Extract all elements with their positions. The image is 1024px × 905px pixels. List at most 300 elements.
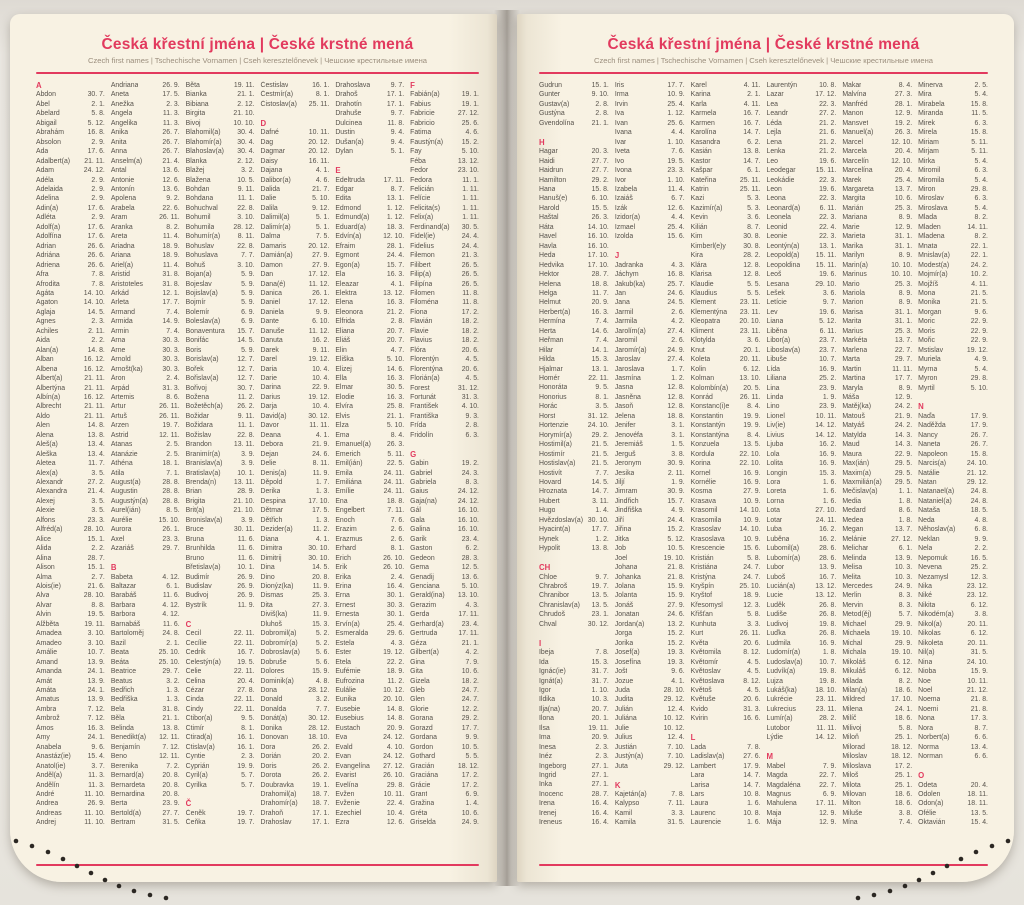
- name-day-date: 6. 6.: [974, 753, 988, 761]
- name-day-date: 15. 3.: [312, 620, 330, 628]
- name-day-date: 20. 7.: [386, 327, 405, 335]
- name-day-date: 10. 4.: [312, 375, 330, 383]
- first-name: Lambert: [690, 762, 716, 770]
- first-name: Krasomila: [690, 516, 722, 524]
- name-day-entry: [842, 497, 912, 506]
- name-day-entry: [842, 128, 912, 137]
- name-day-date: 19. 11.: [233, 82, 255, 89]
- first-name: Barnabáš: [110, 620, 141, 628]
- name-day-entry: [918, 166, 988, 175]
- first-name: Berta: [110, 800, 128, 808]
- first-name: Marcel: [842, 138, 863, 146]
- name-day-date: 26. 6.: [87, 252, 105, 260]
- name-day-date: 15. 7.: [386, 261, 405, 269]
- first-name: Erazim: [335, 526, 357, 534]
- name-day-date: 8. 7.: [747, 223, 761, 231]
- first-name: Leon: [766, 185, 782, 193]
- name-day-date: 15. 11.: [815, 252, 837, 260]
- name-day-date: 22. 9.: [970, 327, 988, 335]
- first-name: Benedikt(a): [110, 734, 147, 742]
- name-day-date: 2. 8.: [390, 318, 405, 326]
- first-name: Aleš(a): [36, 441, 58, 449]
- first-name: Lukrécie: [766, 696, 793, 704]
- name-day-entry: [186, 81, 255, 90]
- name-day-date: 17. 6.: [87, 148, 105, 156]
- first-name: Gordana: [410, 734, 437, 742]
- name-day-date: 17. 1.: [386, 91, 405, 99]
- name-day-date: 15. 6.: [667, 233, 685, 241]
- name-day-date: 14. 1.: [591, 346, 609, 354]
- name-column: [539, 81, 609, 828]
- first-name: Leopold(a): [766, 252, 800, 260]
- name-day-date: 13. 6.: [162, 167, 180, 175]
- first-name: Ivor: [614, 176, 627, 184]
- name-day-entry: [36, 242, 105, 251]
- name-day-entry: [691, 138, 761, 147]
- name-day-entry: [691, 818, 761, 827]
- name-day-entry: [842, 384, 912, 393]
- first-name: Běta: [185, 82, 200, 89]
- first-name: Arnold: [110, 356, 131, 364]
- first-name: Áron: [110, 375, 126, 383]
- first-name: Elvis: [335, 412, 350, 420]
- first-name: Amát: [36, 677, 53, 685]
- first-name: Axel: [110, 535, 125, 543]
- name-day-entry: [260, 516, 329, 525]
- name-day-entry: [842, 516, 912, 525]
- name-day-entry: [260, 383, 329, 392]
- name-day-date: 20. 9.: [591, 734, 609, 742]
- first-name: Emílie: [335, 488, 355, 496]
- name-day-entry: [260, 809, 329, 818]
- name-day-date: 5. 5.: [465, 753, 479, 761]
- first-name: Mervin: [842, 601, 863, 609]
- name-day-date: 7. 8.: [595, 649, 609, 657]
- name-day-date: 17. 3.: [970, 715, 988, 723]
- letter-section-header: D: [260, 118, 267, 128]
- name-day-date: 31. 3.: [162, 384, 180, 392]
- first-name: Mirka: [918, 157, 935, 165]
- first-name: Filoména: [410, 299, 439, 307]
- name-day-date: 13. 1.: [591, 365, 609, 373]
- name-day-entry: [918, 525, 988, 534]
- name-day-entry: [111, 620, 180, 629]
- name-day-entry: [111, 242, 180, 251]
- name-day-date: 22. 8.: [237, 204, 255, 212]
- name-day-date: 23. 9.: [819, 403, 837, 411]
- name-day-entry: [186, 194, 255, 203]
- first-name: Kira: [690, 252, 703, 260]
- name-day-date: 16. 1.: [237, 734, 255, 742]
- name-day-entry: [186, 818, 255, 827]
- name-day-entry: [260, 393, 329, 402]
- name-day-entry: [260, 762, 329, 771]
- name-day-date: 7. 4.: [898, 819, 913, 827]
- first-name: Hynek: [539, 535, 559, 543]
- name-day-date: 21. 12.: [966, 686, 988, 694]
- name-day-entry: [111, 280, 180, 289]
- name-day-entry: [918, 138, 988, 147]
- first-name: Noema: [918, 696, 941, 704]
- name-day-entry: [260, 81, 329, 90]
- first-name: Marita: [842, 318, 862, 326]
- first-name: Homér: [539, 375, 560, 383]
- name-day-date: 12. 4.: [667, 734, 685, 742]
- name-day-date: 1. 12.: [386, 214, 405, 222]
- first-name: Mona: [918, 289, 936, 297]
- name-day-date: 5. 11.: [387, 450, 405, 458]
- first-name: Nancy: [918, 431, 938, 439]
- name-day-entry: [842, 591, 912, 600]
- name-day-date: 21. 5.: [591, 450, 609, 458]
- name-day-date: 22. 11.: [588, 375, 609, 383]
- name-day-entry: [918, 242, 988, 251]
- name-day-entry: [691, 157, 761, 166]
- name-day-entry: [842, 459, 912, 468]
- name-day-date: 26. 3.: [894, 129, 913, 137]
- name-day-date: 20. 9.: [591, 299, 609, 307]
- name-day-date: 15. 7.: [667, 497, 685, 505]
- name-day-entry: [691, 336, 761, 345]
- name-day-date: 30. 12.: [587, 620, 609, 628]
- name-day-entry: [539, 487, 609, 496]
- name-day-entry: [111, 109, 180, 118]
- name-day-date: 26. 5.: [461, 280, 479, 288]
- name-day-entry: [842, 620, 912, 629]
- name-day-entry: [111, 251, 180, 260]
- name-day-entry: [842, 289, 912, 298]
- name-day-date: 21. 8.: [970, 705, 988, 713]
- name-day-entry: [766, 554, 836, 563]
- name-day-entry: [36, 100, 105, 109]
- name-day-entry: [691, 809, 761, 818]
- name-day-entry: [842, 138, 912, 147]
- name-day-entry: [842, 393, 912, 402]
- name-day-entry: [918, 781, 988, 790]
- first-name: Gražina: [410, 800, 435, 808]
- name-day-date: 1. 11.: [462, 204, 479, 212]
- name-day-entry: [766, 440, 836, 449]
- first-name: Nora: [918, 724, 934, 732]
- name-day-entry: [335, 204, 404, 213]
- name-day-entry: [335, 506, 404, 515]
- name-day-date: 27. 2.: [87, 479, 105, 487]
- name-day-date: 2. 4.: [166, 375, 180, 383]
- name-day-date: 11. 11.: [816, 724, 837, 732]
- name-day-entry: [111, 81, 180, 90]
- first-name: Gál: [410, 507, 421, 515]
- name-day-entry: [36, 384, 105, 393]
- name-day-date: 19. 5.: [667, 157, 685, 165]
- first-name: Alan(a): [36, 346, 59, 354]
- name-day-entry: [691, 280, 761, 289]
- name-day-entry: [918, 421, 988, 430]
- name-day-entry: [111, 705, 180, 714]
- name-day-entry: [335, 355, 404, 364]
- first-name: Hilar: [539, 346, 554, 354]
- name-day-date: 16. 4.: [591, 809, 609, 817]
- name-day-date: 15. 7.: [237, 327, 255, 335]
- first-name: Ida: [539, 658, 549, 666]
- name-day-date: 8. 4.: [747, 403, 761, 411]
- name-day-entry: [260, 563, 329, 572]
- first-name: Celestýn(a): [185, 658, 221, 666]
- name-day-entry: [918, 119, 988, 128]
- name-day-entry: [766, 374, 836, 383]
- first-name: Mario: [842, 280, 860, 288]
- name-day-date: 16. 12.: [83, 365, 105, 373]
- name-day-entry: [918, 289, 988, 298]
- name-day-date: 30. 3.: [162, 346, 180, 354]
- name-column: [36, 81, 105, 828]
- name-day-date: 7. 11.: [387, 507, 405, 515]
- name-day-entry: [918, 639, 988, 648]
- first-name: Bedřiška: [110, 696, 138, 704]
- name-day-entry: [615, 610, 685, 619]
- first-name: Darius: [260, 393, 281, 401]
- name-day-date: 17. 6.: [87, 223, 105, 231]
- first-name: Liboslav(a): [766, 346, 801, 354]
- first-name: Denis(a): [260, 469, 287, 477]
- name-day-date: 28. 8.: [162, 479, 180, 487]
- name-day-date: 11. 6.: [237, 535, 255, 543]
- name-day-date: 19. 2.: [894, 119, 913, 127]
- name-day-date: 20. 6.: [461, 365, 479, 373]
- name-day-entry: [691, 450, 761, 459]
- name-day-date: 18. 1.: [162, 460, 180, 468]
- name-day-date: 27. 4.: [667, 327, 685, 335]
- name-day-date: 18. 6.: [894, 715, 913, 723]
- name-day-date: 9. 4.: [390, 129, 405, 137]
- name-day-entry: [918, 818, 988, 827]
- name-day-entry: [36, 790, 105, 799]
- name-day-date: 2. 3.: [595, 753, 609, 761]
- name-day-entry: [410, 374, 479, 383]
- name-day-date: 20. 3.: [591, 148, 609, 156]
- first-name: Milíč: [842, 715, 857, 723]
- name-day-date: 9. 11.: [312, 346, 330, 354]
- first-name: Bořivoj: [185, 384, 207, 392]
- name-day-date: 4. 1.: [390, 280, 405, 288]
- name-day-date: 3. 5.: [91, 469, 105, 477]
- name-day-date: 26. 11.: [159, 403, 180, 411]
- first-name: Edeltruda: [335, 176, 365, 184]
- name-day-entry: [186, 554, 255, 563]
- first-name: Kamil: [614, 809, 633, 817]
- name-day-date: 15. 9.: [667, 592, 685, 600]
- first-name: Bonaventura: [185, 327, 225, 335]
- name-day-entry: [539, 809, 609, 818]
- name-day-date: 19. 5.: [237, 658, 255, 666]
- name-day-date: 9. 6.: [671, 668, 685, 676]
- name-day-date: 18. 11.: [967, 800, 988, 808]
- name-day-date: 8. 12.: [743, 649, 761, 657]
- first-name: Damián(a): [260, 252, 293, 260]
- name-day-entry: [186, 450, 255, 459]
- first-name: Eufémie: [335, 668, 361, 676]
- name-day-date: 21. 4.: [162, 157, 180, 165]
- name-day-date: 30. 3.: [386, 601, 405, 609]
- first-name: Jarolím(a): [614, 327, 646, 335]
- name-day-date: 31. 1.: [894, 308, 913, 316]
- name-day-date: 10. 11.: [967, 677, 988, 685]
- first-name: Laura: [690, 800, 709, 808]
- name-day-date: 22. 9.: [970, 337, 988, 345]
- first-name: Ignác(ie): [539, 668, 566, 676]
- name-day-entry: [335, 365, 404, 374]
- name-day-entry: [539, 280, 609, 289]
- name-day-date: 29. 12.: [966, 479, 988, 487]
- name-day-date: 30. 12.: [308, 412, 330, 420]
- first-name: Miroslava: [918, 204, 948, 212]
- first-name: Dina: [260, 564, 275, 572]
- name-day-date: 13. 9.: [819, 564, 837, 572]
- name-day-date: 25. 3.: [312, 592, 330, 600]
- first-name: Karolína: [690, 129, 717, 137]
- first-name: Markéta: [842, 337, 868, 345]
- first-name: Chranislav(a): [539, 601, 580, 609]
- name-day-entry: [111, 270, 180, 279]
- name-day-date: 25. 3.: [894, 204, 913, 212]
- first-name: Arne: [110, 346, 126, 354]
- name-day-date: 4. 8.: [974, 516, 988, 524]
- first-name: Matouš: [842, 412, 865, 420]
- name-columns: [36, 81, 479, 828]
- name-day-entry: [918, 327, 988, 336]
- name-day-date: 13. 9.: [87, 677, 105, 685]
- first-name: Gita: [410, 668, 423, 676]
- name-day-date: 14. 8.: [386, 715, 405, 723]
- name-day-entry: [539, 270, 609, 279]
- name-day-date: 12. 8.: [743, 261, 761, 269]
- name-day-date: 1. 6.: [822, 497, 837, 505]
- name-day-entry: [410, 497, 479, 506]
- name-day-date: 29. 6.: [386, 630, 405, 638]
- name-day-date: 19. 9.: [743, 412, 761, 420]
- first-name: Jolana: [614, 583, 636, 590]
- name-day-entry: [410, 412, 479, 421]
- name-day-date: 17. 10.: [308, 497, 330, 505]
- name-day-date: 5. 12.: [667, 535, 685, 543]
- name-day-date: 10. 10.: [233, 119, 255, 127]
- name-day-entry: [335, 251, 404, 260]
- name-day-entry: [766, 563, 836, 572]
- name-day-date: 13. 7.: [894, 337, 913, 345]
- name-day-entry: [918, 298, 988, 307]
- first-name: Mariana: [842, 214, 868, 222]
- name-day-entry: [615, 714, 685, 723]
- first-name: Luba: [766, 526, 782, 534]
- first-name: Nezamysl: [918, 573, 949, 581]
- name-day-date: 1. 3.: [166, 696, 180, 704]
- name-day-entry: [766, 677, 836, 686]
- name-day-date: 31. 5.: [970, 649, 988, 657]
- first-name: Lazar: [766, 91, 784, 99]
- first-name: Dajana: [260, 167, 283, 175]
- name-day-date: 3. 3.: [671, 809, 685, 817]
- name-day-entry: [691, 384, 761, 393]
- name-day-date: 22. 10.: [739, 460, 761, 468]
- name-day-date: 15. 5.: [591, 204, 609, 212]
- name-day-date: 26. 11.: [159, 412, 180, 420]
- first-name: Kleopatra: [690, 318, 721, 326]
- first-name: Dino: [260, 573, 275, 581]
- name-day-date: 14. 7.: [743, 781, 761, 789]
- name-day-entry: [186, 157, 255, 166]
- name-day-date: 22. 11.: [233, 639, 255, 647]
- first-name: Albertýna: [36, 384, 66, 392]
- first-name: Mlada: [918, 214, 937, 222]
- name-day-entry: [842, 317, 912, 326]
- name-day-entry: [691, 459, 761, 468]
- name-day-date: 14. 7.: [743, 772, 761, 780]
- name-day-date: 5. 3.: [747, 204, 761, 212]
- name-day-entry: [918, 270, 988, 279]
- first-name: Bartoloměj: [110, 630, 144, 638]
- name-day-entry: [766, 591, 836, 600]
- first-name: Konzuela: [690, 441, 720, 449]
- name-day-date: 11. 6.: [162, 592, 180, 600]
- name-day-entry: [186, 591, 255, 600]
- first-name: Bohuš: [185, 261, 206, 269]
- name-day-date: 11. 1.: [462, 176, 479, 184]
- name-day-entry: [111, 771, 180, 780]
- name-day-date: 28. 6.: [819, 545, 837, 553]
- name-day-entry: [615, 535, 685, 544]
- name-day-entry: [615, 629, 685, 638]
- first-name: Jorika: [614, 639, 634, 647]
- first-name: Beata: [110, 649, 129, 657]
- name-day-entry: [335, 771, 404, 780]
- first-name: Emil(ián): [335, 460, 363, 468]
- first-name: Adéla: [36, 176, 54, 184]
- first-name: Léda: [766, 119, 782, 127]
- name-day-entry: [36, 440, 105, 449]
- first-name: Klotylda: [690, 337, 716, 345]
- name-day-entry: [410, 525, 479, 534]
- first-name: Helena: [539, 280, 561, 288]
- name-day-entry: [842, 365, 912, 374]
- name-day-date: 9. 5.: [595, 384, 609, 392]
- name-day-date: 21. 1.: [237, 91, 255, 99]
- name-day-entry: [691, 223, 761, 232]
- name-day-date: 1. 2.: [595, 535, 609, 543]
- name-day-entry: [691, 365, 761, 374]
- name-day-entry: [918, 365, 988, 374]
- first-name: Ignát(a): [539, 677, 563, 685]
- first-name: Gorana: [410, 715, 434, 723]
- name-day-date: 8. 11.: [237, 233, 255, 241]
- name-day-date: 31. 8.: [162, 271, 180, 279]
- first-name: Faustýn(a): [410, 138, 444, 146]
- name-day-entry: [918, 516, 988, 525]
- name-day-entry: [335, 809, 404, 818]
- first-name: Kateřina: [690, 176, 717, 184]
- first-name: Jolanta: [614, 592, 638, 600]
- name-day-date: 20. 11.: [739, 356, 761, 364]
- name-day-date: 29. 5.: [894, 479, 913, 487]
- name-day-date: 14. 8.: [87, 422, 105, 430]
- first-name: Aranka: [110, 223, 133, 231]
- first-name: Aurélie: [110, 516, 133, 524]
- first-name: Cézar: [185, 686, 205, 694]
- name-day-date: 1. 7.: [315, 479, 330, 487]
- first-name: Ctimír: [185, 724, 205, 732]
- first-name: André: [36, 790, 55, 798]
- name-day-date: 9. 12.: [312, 204, 330, 212]
- name-day-entry: [766, 232, 836, 241]
- name-day-entry: [410, 355, 479, 364]
